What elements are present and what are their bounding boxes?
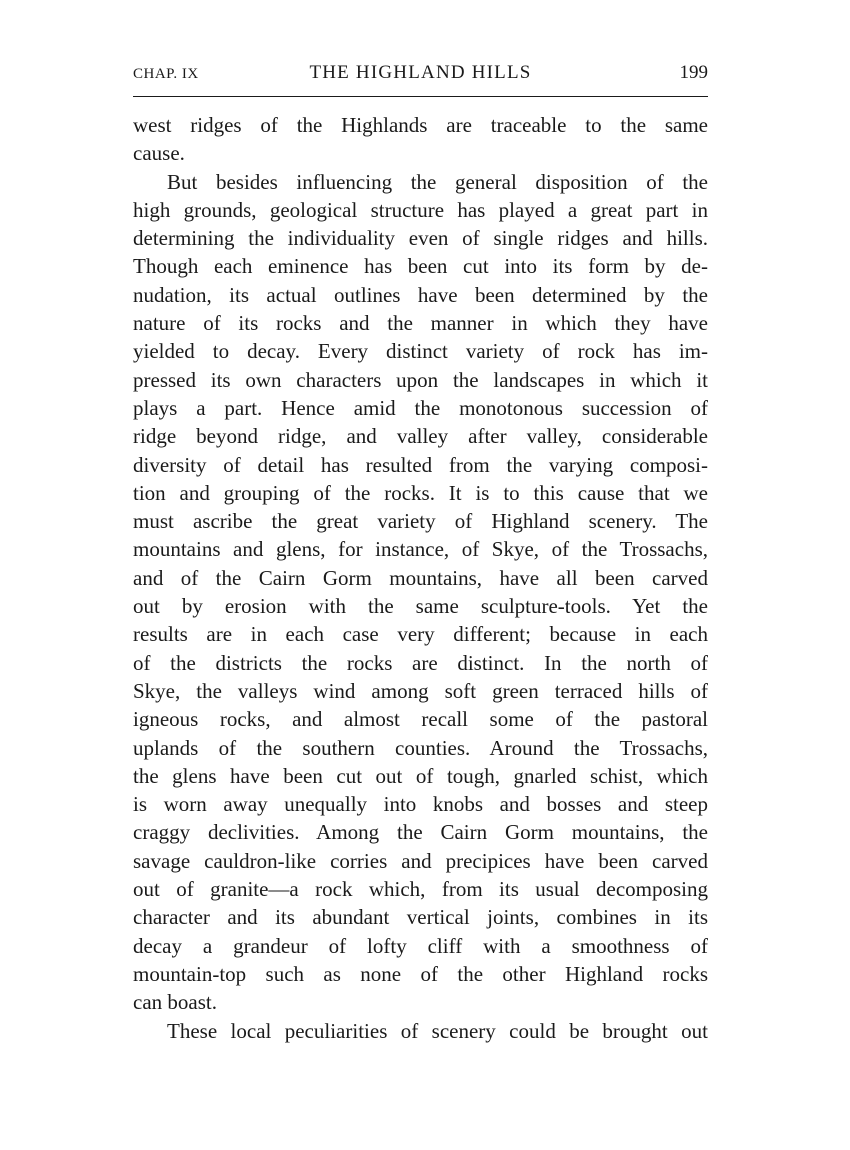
text-line: cause.	[133, 141, 185, 166]
text-line: west ridges of the Highlands are traceable to the same	[133, 113, 708, 137]
running-head	[133, 58, 708, 88]
text-line: Though each eminence has been cut into its form by de-	[133, 254, 708, 279]
text-line: determining the individuality even of single ridges and hills.	[133, 226, 708, 251]
text-line: is worn away unequally into knobs and bosses and steep	[133, 792, 708, 817]
text-line: character and its abundant vertical joints, combines in its	[133, 905, 708, 930]
header-rule	[133, 96, 708, 97]
text-line: out of granite—a rock which, from its usual decomposing	[133, 877, 708, 902]
text-line: igneous rocks, and almost recall some of the pastoral	[133, 707, 708, 732]
text-line: results are in each case very different; because in each	[133, 622, 708, 647]
text-line: nudation, its actual outlines have been determined by the	[133, 282, 708, 307]
text-line: high grounds, geological structure has played a great part in	[133, 197, 708, 222]
text-line: yielded to decay. Every distinct variety of rock has im-	[133, 339, 708, 364]
text-line: and of the Cairn Gorm mountains, have all been carved	[133, 565, 708, 590]
text-line: mountains and glens, for instance, of Skye, of the Trossachs,	[133, 537, 708, 562]
text-line: of the districts the rocks are distinct. In the north of	[133, 650, 708, 675]
text-line: out by erosion with the same sculpture-tools. Yet the	[133, 594, 708, 619]
text-line: decay a grandeur of lofty cliff with a smoothness of	[133, 933, 708, 958]
text-line: But besides influencing the general disposition of the	[167, 169, 708, 194]
text-line: the glens have been cut out of tough, gnarled schist, which	[133, 763, 708, 788]
text-line: must ascribe the great variety of Highland scenery. The	[133, 509, 708, 534]
text-line: mountain-top such as none of the other Highland rocks	[133, 961, 708, 986]
page-number: 199	[679, 62, 708, 83]
text-line: plays a part. Hence amid the monotonous succession of	[133, 395, 708, 420]
text-line: diversity of detail has resulted from the varying composi-	[133, 452, 708, 477]
text-line: nature of its rocks and the manner in which they have	[133, 311, 708, 336]
text-line: uplands of the southern counties. Around the Trossachs,	[133, 735, 708, 760]
text-line: Skye, the valleys wind among soft green terraced hills of	[133, 678, 708, 703]
text-line: craggy declivities. Among the Cairn Gorm mountains, the	[133, 820, 708, 845]
text-line: pressed its own characters upon the landscapes in which it	[133, 367, 708, 392]
chapter-label: CHAP. IX	[133, 66, 199, 82]
text-line: tion and grouping of the rocks. It is to this cause that we	[133, 480, 708, 505]
text-line: These local peculiarities of scenery could be brought out	[167, 1018, 708, 1043]
body-text	[133, 111, 708, 1045]
text-line: ridge beyond ridge, and valley after valley, considerable	[133, 424, 708, 449]
text-line: savage cauldron-like corries and precipices have been carved	[133, 848, 708, 873]
text-line: can boast.	[133, 990, 217, 1015]
page-title: THE HIGHLAND HILLS	[309, 62, 532, 83]
